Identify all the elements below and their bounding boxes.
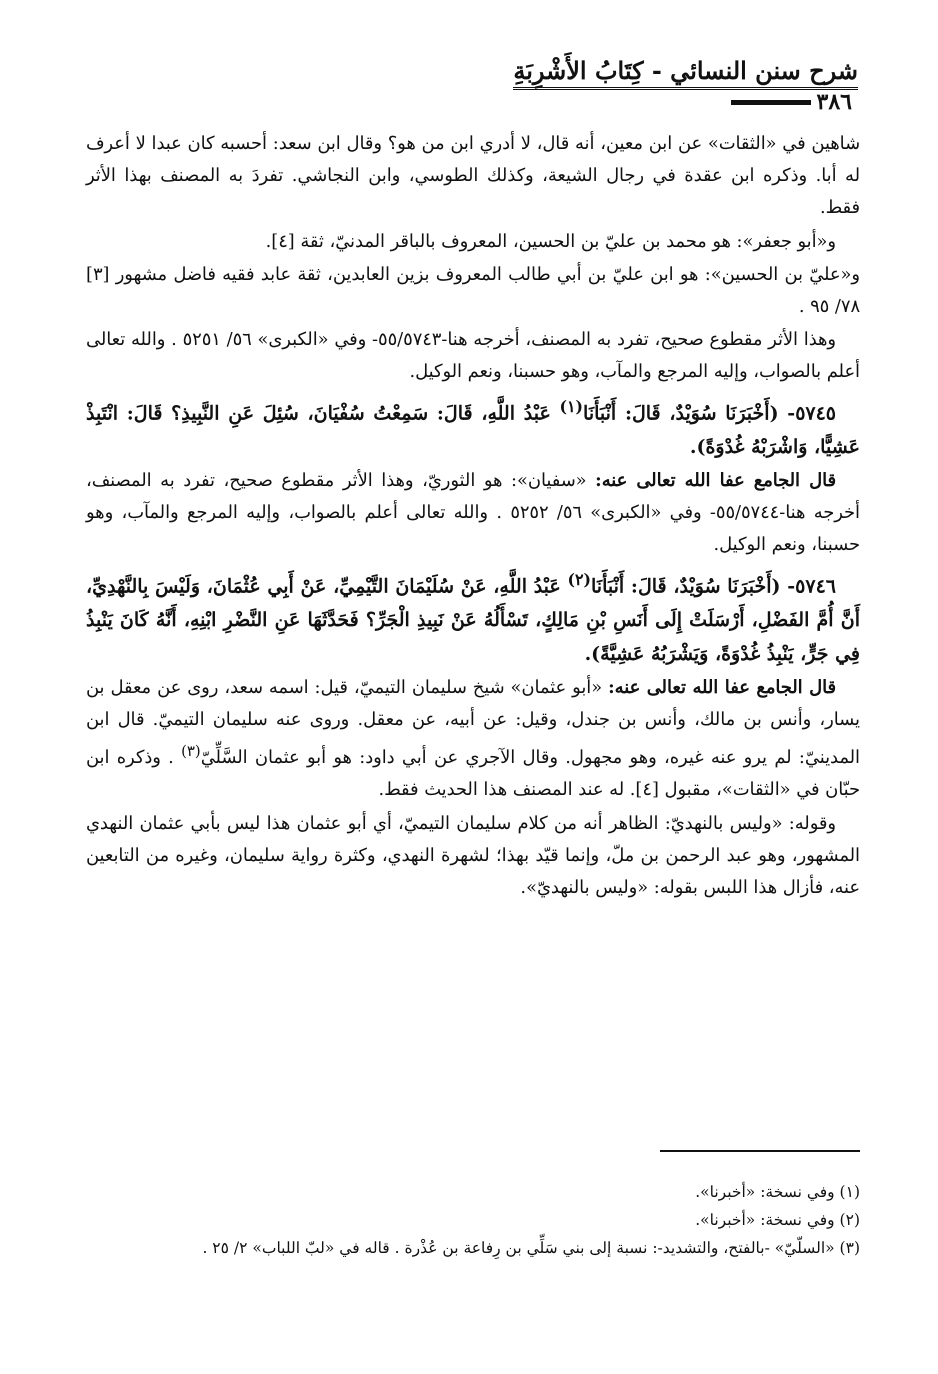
- commentary-5746: [86, 672, 860, 807]
- commentary-5745-lead: قال الجامع عفا الله تعالى عنه:: [595, 469, 836, 491]
- hadith-5746: [86, 563, 860, 671]
- running-header: [80, 55, 858, 91]
- footnotes: [86, 1178, 860, 1262]
- commentary-5746-text-a: «أبو عثمان» شيخ سليمان التيميّ، قيل: اسمه سعد، روى عن معقل بن يسار، وأنس بن مالك، وأنس بن جندل، وقيل: عن أبيه، عن معقل. وروى عنه سليمان التيميّ. قال ابن المدينيّ: لم يرو عنه غيره، وهو مجهول. وقال الآجري عن أبي داود: هو أبو عثمان السَّلِّيّ: [86, 676, 860, 769]
- paragraph-abu-jafar: و«أبو جعفر»: هو محمد بن عليّ بن الحسين، المعروف بالباقر المدنيّ، ثقة [٤].: [265, 230, 836, 252]
- hadith-5746-text-a: ٥٧٤٦- (أَخْبَرَنَا سُوَيْدٌ، قَالَ: أَنْبَأَنَا: [591, 574, 836, 597]
- footnote-ref-1: (١): [559, 396, 584, 416]
- footnote-3: (٣) «السلّيّ» -بالفتح، والتشديد-: نسبة إلى بني سَلِّي بن رِفاعة بن عُذْرة . قاله في «لبّ اللباب» ٢/ ٢٥ .: [202, 1239, 860, 1257]
- paragraph-laysa-bin-nahdi: وقوله: «وليس بالنهديّ: الظاهر أنه من كلام سليمان التيميّ، أي أبو عثمان هذا ليس بأبي عثمان النهدي المشهور، وهو عبد الرحمن بن ملّ، وإنما قيّد بهذا؛ لشهرة النهدي، وكثرة رواية سليمان، وغيره من التابعين عنه، فأزال هذا اللبس بقوله: «وليس بالنهديّ».: [86, 812, 860, 899]
- header-rule-left: [731, 100, 811, 105]
- commentary-5746-text-b: . وذكره ابن حبّان في «الثقات»، مقبول [٤]. له عند المصنف هذا الحديث فقط.: [86, 747, 860, 801]
- commentary-5746-lead: قال الجامع عفا الله تعالى عنه:: [608, 676, 836, 698]
- hadith-5745-text-a: ٥٧٤٥- (أَخْبَرَنَا سُوَيْدٌ، قَالَ: أَنْبَأَنَا: [583, 401, 837, 424]
- main-text: [86, 128, 860, 905]
- paragraph-athar-summary: وهذا الأثر مقطوع صحيح، تفرد به المصنف، أخرجه هنا-٥٥/٥٧٤٣- وفي «الكبرى» ٥٦/ ٥٢٥١ . والله تعالى أعلم بالصواب، وإليه المرجع والمآب، وهو حسبنا، ونعم الوكيل.: [86, 329, 860, 383]
- footnote-ref-3: (٣): [181, 743, 201, 761]
- hadith-5745-text-b: عَبْدُ اللَّهِ، قَالَ: سَمِعْتُ سُفْيَانَ، سُئِلَ عَنِ النَّبِيذِ؟ قَالَ: انْتَبِذْ عَشِيًّا، وَاشْرَبْهُ غُدْوَةً).: [86, 401, 860, 458]
- footnote-1: (١) وفي نسخة: «أخبرنا».: [695, 1183, 860, 1201]
- commentary-5745-text: «سفيان»: هو الثوريّ، وهذا الأثر مقطوع صحيح، تفرد به المصنف، أخرجه هنا-٥٥/٥٧٤٤- وفي «الكبرى» ٥٦/ ٥٢٥٢ . والله تعالى أعلم بالصواب، وإليه المرجع والمآب، وهو حسبنا، ونعم الوكيل.: [86, 469, 860, 556]
- header-title: شرح سنن النسائي - كِتَابُ الأَشْرِبَةِ: [513, 56, 858, 90]
- footnote-divider: [660, 1150, 860, 1152]
- hadith-5745: [86, 390, 860, 464]
- page-number: ٣٨٦: [816, 89, 852, 115]
- hadith-5746-text-b: عَبْدُ اللَّهِ، عَنْ سُلَيْمَانَ التَّيْمِيِّ، عَنْ أَبِي عُثْمَانَ، وَلَيْسَ بِالنَّهْدِيِّ، أَنَّ أُمَّ الفَضْلِ، أَرْسَلَتْ إِلَى أَنَسِ بْنِ مَالِكٍ، تَسْأَلُهُ عَنْ نَبِيذِ الْجَرِّ؟ فَحَدَّثَهَا عَنِ النَّضْرِ ابْنِهِ، أَنَّهُ كَانَ يَنْبِذُ فِي جَرٍّ، يَنْبِذُ غُدْوَةً، وَيَشْرَبُهُ عَشِيَّةً).: [86, 574, 860, 665]
- footnote-ref-2: (٢): [567, 569, 592, 589]
- page-number-row: [95, 90, 858, 114]
- footnote-2: (٢) وفي نسخة: «أخبرنا».: [695, 1211, 860, 1229]
- paragraph-ali-bin-hussain: و«عليّ بن الحسين»: هو ابن عليّ بن أبي طالب المعروف بزين العابدين، ثقة عابد فقيه فاضل مشهور [٣] ٧٨/ ٩٥ .: [86, 263, 860, 318]
- paragraph-1: شاهين في «الثقات» عن ابن معين، أنه قال، لا أدري ابن من هو؟ وقال ابن سعد: أحسبه كان عبدا لا أعرف له أبا. وذكره ابن عقدة في رجال الشيعة، وكذلك الطوسي، وابن النجاشي. تفردَ به المصنف بهذا الأثر فقط.: [86, 133, 860, 219]
- commentary-5745: [86, 465, 860, 562]
